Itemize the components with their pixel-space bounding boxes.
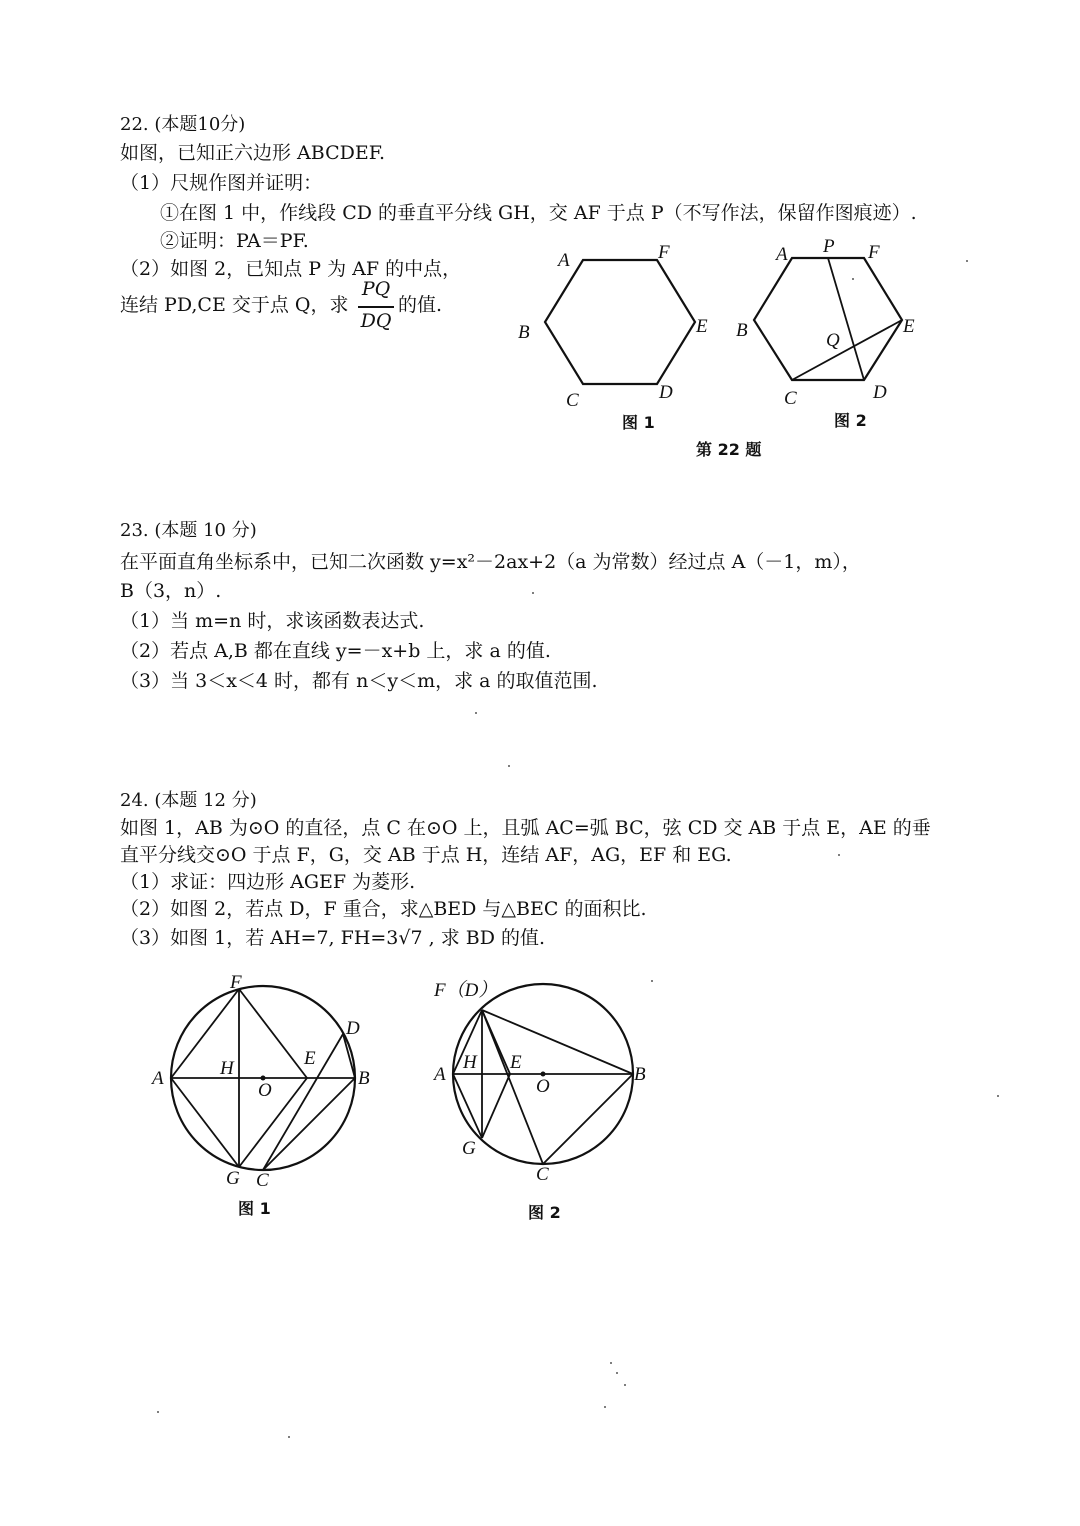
scan-speck (475, 712, 477, 714)
q22-part2-line2-pre: 连结 PD,CE 交于点 Q，求 (120, 294, 349, 316)
scan-speck (651, 980, 653, 982)
q24-line1: 如图 1，AB 为⊙O 的直径，点 C 在⊙O 上，且弧 AC=弧 BC，弦 CD 交 AB 于点 E，AE 的垂 (120, 817, 931, 839)
label-P: P (823, 236, 835, 257)
scan-speck (624, 1384, 626, 1386)
q23-part3: （3）当 3＜x＜4 时，都有 n＜y＜m，求 a 的取值范围. (120, 670, 598, 692)
q22-part2-line1: （2）如图 2，已知点 P 为 AF 的中点， (120, 258, 462, 280)
q22-intro: 如图，已知正六边形 ABCDEF. (120, 142, 385, 164)
q23-part1: （1）当 m=n 时，求该函数表达式. (120, 610, 425, 632)
segment-DB (482, 1010, 633, 1074)
q22-frac-numerator: PQ (361, 278, 391, 300)
hexagon-outline (754, 258, 902, 380)
label-B: B (518, 322, 530, 343)
scan-speck (838, 854, 840, 856)
q24-fig1-circle (140, 966, 390, 1196)
chord-DC (482, 1010, 543, 1164)
label-G: G (462, 1138, 476, 1159)
segment-CE (792, 320, 902, 380)
scan-speck (532, 592, 534, 594)
q23-line1: 在平面直角坐标系中，已知二次函数 y=x²－2ax+2（a 为常数）经过点 A（－1，m）， (120, 551, 861, 573)
label-A: A (776, 244, 788, 265)
q22-part1a: ①在图 1 中，作线段 CD 的垂直平分线 GH，交 AF 于点 P（不写作法，保留作图痕迹）. (160, 202, 917, 224)
label-C: C (784, 388, 797, 409)
label-G: G (226, 1168, 240, 1189)
q23-part2: （2）若点 A,B 都在直线 y=－x+b 上，求 a 的值. (120, 640, 551, 662)
label-D: D (873, 382, 887, 403)
label-B: B (736, 320, 748, 341)
scan-speck (852, 278, 854, 280)
label-C: C (536, 1164, 549, 1185)
q24-fig2-caption: 图 2 (528, 1203, 561, 1222)
scan-speck (610, 1362, 612, 1364)
label-C: C (256, 1170, 269, 1191)
label-O: O (258, 1080, 272, 1101)
q24-part2: （2）如图 2，若点 D，F 重合，求△BED 与△BEC 的面积比. (120, 898, 647, 920)
label-E: E (510, 1052, 522, 1073)
q24-part3: （3）如图 1，若 AH=7, FH=3√7 , 求 BD 的值. (120, 927, 546, 949)
scan-speck (157, 1411, 159, 1413)
label-F: F (230, 972, 242, 993)
label-F: F (658, 242, 670, 263)
scan-speck (616, 1372, 618, 1374)
label-A: A (434, 1064, 446, 1085)
label-E: E (696, 316, 708, 337)
q24-fig2-circle (420, 976, 660, 1186)
q22-fig1-hexagon (510, 240, 720, 410)
label-E: E (903, 316, 915, 337)
label-D: D (659, 382, 673, 403)
segment-EG (482, 1074, 510, 1138)
segment-EF (239, 989, 307, 1078)
q22-frac-bar (358, 306, 394, 308)
q22-part1: （1）尺规作图并证明： (120, 172, 323, 194)
label-F: F (868, 242, 880, 263)
q24-fig1-caption: 图 1 (238, 1199, 271, 1218)
q22-part1b: ②证明：PA＝PF. (160, 230, 309, 252)
q24-part1: （1）求证：四边形 AGEF 为菱形. (120, 871, 416, 893)
scan-speck (966, 260, 968, 262)
q24-title: 24. (本题 12 分) (120, 790, 257, 811)
segment-PD (828, 258, 864, 380)
q22-fig2-hexagon (730, 238, 930, 408)
segment-AG (171, 1078, 239, 1167)
q23-line2: B（3，n）. (120, 580, 222, 602)
segment-BC (543, 1074, 633, 1164)
label-H: H (463, 1052, 477, 1073)
label-O: O (536, 1076, 550, 1097)
label-B: B (634, 1064, 646, 1085)
q24-line2: 直平分线交⊙O 于点 F，G，交 AB 于点 H，连结 AF，AG，EF 和 EG. (120, 844, 732, 866)
label-H: H (220, 1058, 234, 1079)
q22-fig1-caption: 图 1 (622, 413, 655, 432)
scan-speck (997, 1095, 999, 1097)
label-C: C (566, 390, 579, 411)
scan-speck (604, 1406, 606, 1408)
hexagon-outline (545, 260, 695, 384)
label-B: B (358, 1068, 370, 1089)
label-D: D (346, 1018, 360, 1039)
label-F-D: F（D） (434, 980, 498, 1001)
q22-figure-caption: 第 22 题 (696, 440, 762, 459)
label-E: E (304, 1048, 316, 1069)
q22-title: 22. (本题10分) (120, 114, 246, 135)
label-Q: Q (826, 330, 840, 351)
label-A: A (558, 250, 570, 271)
q22-part2-line2-post: 的值. (398, 294, 443, 316)
q22-fig2-caption: 图 2 (834, 411, 867, 430)
scan-speck (508, 765, 510, 767)
label-A: A (152, 1068, 164, 1089)
q23-title: 23. (本题 10 分) (120, 520, 257, 541)
scan-speck (288, 1436, 290, 1438)
segment-AG (453, 1074, 482, 1138)
q22-frac-denominator: DQ (360, 310, 392, 332)
